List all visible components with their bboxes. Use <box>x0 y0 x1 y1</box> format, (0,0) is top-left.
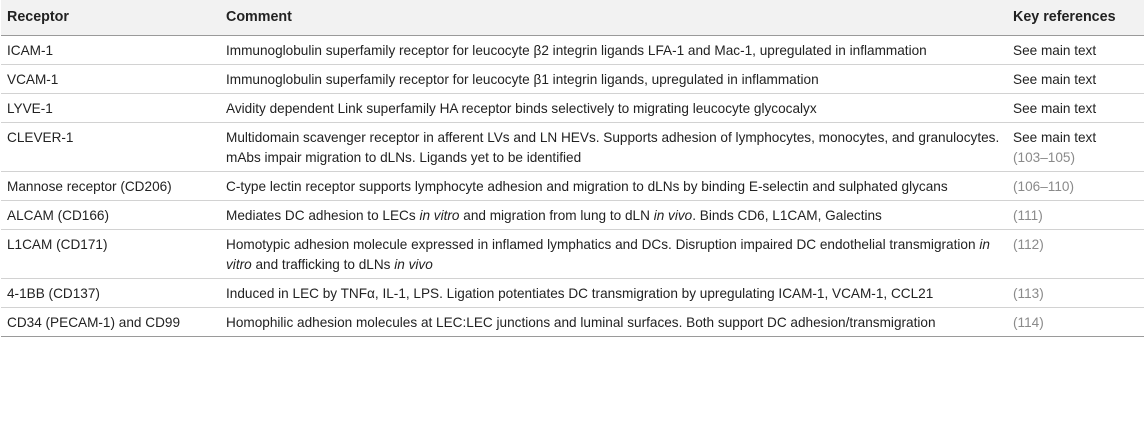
receptor-cell: CD34 (PECAM-1) and CD99 <box>1 308 220 337</box>
references-cell <box>1007 94 1144 123</box>
comment-cell <box>220 230 1007 279</box>
comment-text: and trafficking to dLNs <box>251 257 395 272</box>
comment-text: . Binds CD6, L1CAM, Galectins <box>692 208 882 223</box>
comment-text: Mediates DC adhesion to LECs <box>226 208 420 223</box>
references-cell <box>1007 36 1144 65</box>
comment-text: Avidity dependent Link superfamily HA receptor binds selectively to migrating leucocyte glycocalyx <box>226 101 817 116</box>
header-row <box>1 0 1144 36</box>
table-row <box>1 123 1144 172</box>
reference-link[interactable]: (112) <box>1013 237 1044 252</box>
header-receptor: Receptor <box>1 0 220 36</box>
reference-text: See main text <box>1013 43 1097 58</box>
comment-italic: in vivo <box>394 257 433 272</box>
reference-link[interactable]: (113) <box>1013 286 1044 301</box>
references-cell <box>1007 201 1144 230</box>
table-row <box>1 308 1144 337</box>
comment-text: Induced in LEC by TNFα, IL-1, LPS. Ligation potentiates DC transmigration by upregulating ICAM-1, VCAM-1, CCL21 <box>226 286 934 301</box>
comment-text: Multidomain scavenger receptor in afferent LVs and LN HEVs. Supports adhesion of lymphocytes, monocytes, and granulocytes. mAbs impair migration to dLNs. Ligands yet to be identified <box>226 130 1000 165</box>
receptor-cell: Mannose receptor (CD206) <box>1 172 220 201</box>
comment-cell <box>220 65 1007 94</box>
comment-cell <box>220 172 1007 201</box>
table-row <box>1 279 1144 308</box>
reference-link[interactable]: (103–105) <box>1013 150 1075 165</box>
comment-cell <box>220 123 1007 172</box>
comment-text: and migration from lung to dLN <box>459 208 654 223</box>
table-row <box>1 172 1144 201</box>
comment-cell <box>220 201 1007 230</box>
references-cell <box>1007 230 1144 279</box>
table-row <box>1 65 1144 94</box>
references-cell <box>1007 123 1144 172</box>
comment-text: Homotypic adhesion molecule expressed in inflamed lymphatics and DCs. Disruption impaired DC endothelial transmigration <box>226 237 980 252</box>
receptor-cell: 4-1BB (CD137) <box>1 279 220 308</box>
reference-link[interactable]: (114) <box>1013 315 1044 330</box>
reference-text: See main text <box>1013 72 1097 87</box>
reference-link[interactable]: (111) <box>1013 208 1043 223</box>
receptor-cell: ALCAM (CD166) <box>1 201 220 230</box>
header-comment: Comment <box>220 0 1007 36</box>
comment-cell <box>220 279 1007 308</box>
comment-italic: in vitro <box>226 237 990 272</box>
comment-text: Immunoglobulin superfamily receptor for leucocyte β2 integrin ligands LFA-1 and Mac-1, upregulated in inflammation <box>226 43 927 58</box>
reference-text: See main text <box>1013 130 1097 145</box>
comment-cell <box>220 36 1007 65</box>
receptor-cell: L1CAM (CD171) <box>1 230 220 279</box>
reference-link[interactable]: (106–110) <box>1013 179 1074 194</box>
receptor-cell: VCAM-1 <box>1 65 220 94</box>
references-cell <box>1007 308 1144 337</box>
comment-text: C-type lectin receptor supports lymphocyte adhesion and migration to dLNs by binding E-selectin and sulphated glycans <box>226 179 948 194</box>
comment-cell <box>220 94 1007 123</box>
table-row <box>1 230 1144 279</box>
table-row <box>1 94 1144 123</box>
reference-text: See main text <box>1013 101 1097 116</box>
comment-italic: in vitro <box>419 208 460 223</box>
table-row <box>1 36 1144 65</box>
header-key-references: Key references <box>1007 0 1144 36</box>
references-cell <box>1007 172 1144 201</box>
receptor-table <box>1 0 1144 337</box>
comment-italic: in vivo <box>653 208 693 223</box>
table-row <box>1 201 1144 230</box>
comment-text: Immunoglobulin superfamily receptor for leucocyte β1 integrin ligands, upregulated in inflammation <box>226 72 819 87</box>
comment-text: Homophilic adhesion molecules at LEC:LEC junctions and luminal surfaces. Both support DC adhesion/transmigration <box>226 315 936 330</box>
receptor-cell: LYVE-1 <box>1 94 220 123</box>
comment-cell <box>220 308 1007 337</box>
receptor-cell: CLEVER-1 <box>1 123 220 172</box>
references-cell <box>1007 65 1144 94</box>
references-cell <box>1007 279 1144 308</box>
receptor-cell: ICAM-1 <box>1 36 220 65</box>
